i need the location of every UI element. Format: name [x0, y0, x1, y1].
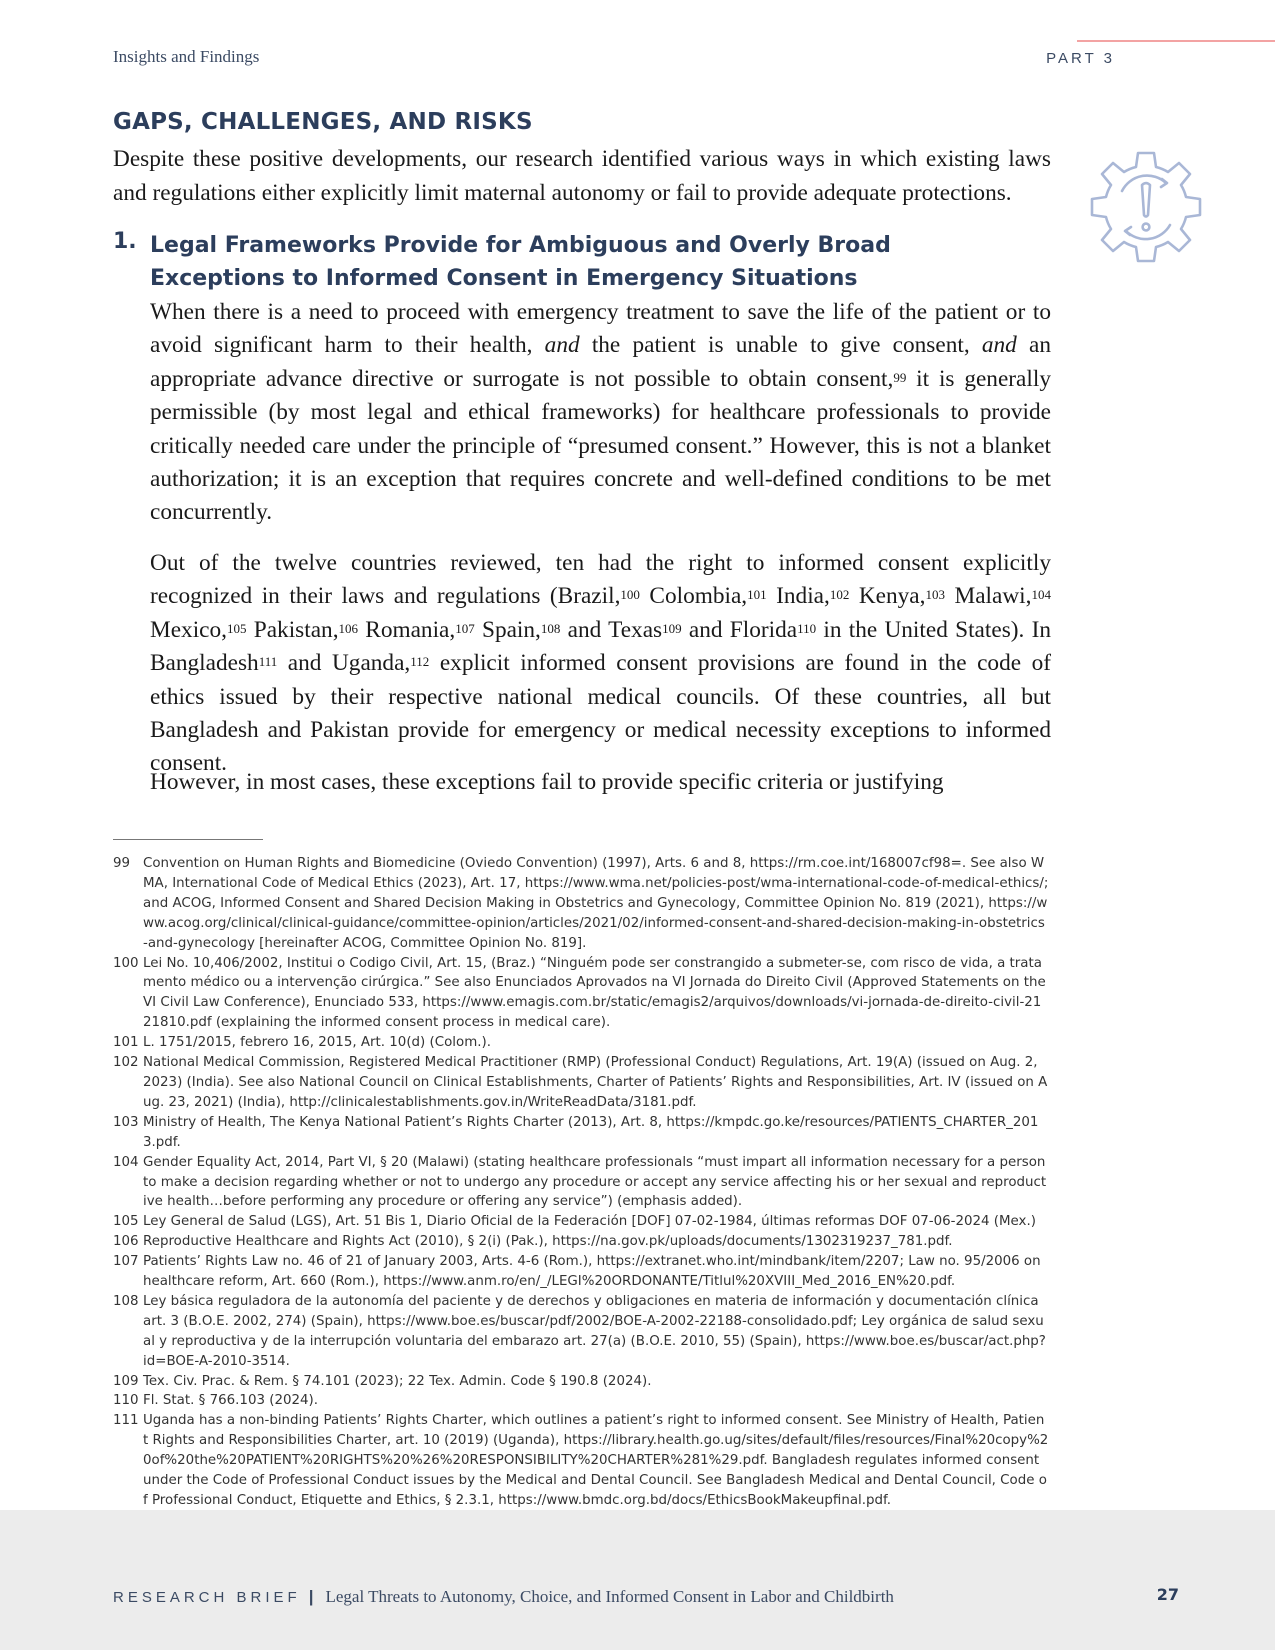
footnote-text: Convention on Human Rights and Biomedicine (Oviedo Convention) (1997), Arts. 6 and 8, https://rm.coe.int/168007cf98=. See also WMA, International Code of Medical Ethics (2023), Art. 17, https://www.wma.net/policies-post/wma-international-code-of-medical-ethics/; and ACOG, Informed Consent and Shared Decision Making in Obstetrics and Gynecology, Committee Opinion No. 819 (2021), https://www.acog.org/clinical/clinical-guidance/committee-opinion/articles/2021/02/informed-consent-and-shared-decision-making-in-obstetrics-and-gynecology [hereinafter ACOG, Committee Opinion No. 819]. [143, 856, 1049, 951]
footnote-text: Ley básica reguladora de la autonomía del paciente y de derechos y obligaciones en materia de información y documentación clínica art. 3 (B.O.E. 2002, 274) (Spain), https://www.boe.es/buscar/pdf/2002/BOE-A-2002-22188-consolidado.pdf; Ley orgánica de salud sexual y reproductiva y de la interrupción voluntaria del embarazo art. 27(a) (B.O.E. 2010, 55) (Spain), https://www.boe.es/buscar/act.php?id=BOE-A-2010-3514. [143, 1293, 1046, 1369]
running-header-part: PART 3 [1046, 50, 1115, 67]
footnote-number: 110 [113, 1393, 139, 1409]
footnote-text: Fl. Stat. § 766.103 (2024). [143, 1393, 319, 1409]
footnote-text: Tex. Civ. Prac. & Rem. § 74.101 (2023); 22 Tex. Admin. Code § 190.8 (2024). [143, 1373, 652, 1389]
footer-separator: | [308, 1587, 314, 1606]
footnote-ref[interactable]: 106 [338, 620, 359, 636]
footnote-text: National Medical Commission, Registered Medical Practitioner (RMP) (Professional Conduct) Regulations, Art. 19(A) (issued on Aug. 2, 2023) (India). See also National Council on Clinical Establishments, Charter of Patients’ Rights and Responsibilities, Art. IV (issued on Aug. 23, 2021) (India), http://clinicalestablishments.gov.in/WriteReadData/3181.pdf. [143, 1055, 1048, 1110]
section-intro: Despite these positive developments, our research identified various ways in which existing laws and regulations either explicitly limit maternal autonomy or fail to provide adequate protections. [113, 146, 1051, 206]
footnote-number: 101 [113, 1035, 139, 1051]
footnote-ref[interactable]: 100 [620, 587, 640, 603]
footnote-ref[interactable]: 101 [747, 587, 767, 603]
footnote-number: 106 [113, 1234, 139, 1250]
footnote-item [113, 854, 1049, 954]
footnote-number: 108 [113, 1293, 139, 1309]
footnote-number: 99 [113, 856, 131, 871]
footnote-text: Reproductive Healthcare and Rights Act (2010), § 2(i) (Pak.), https://na.gov.pk/uploads/documents/1302319237_781.pdf. [143, 1234, 953, 1250]
header-accent-rule [1077, 40, 1275, 42]
footnote-item [113, 1292, 1049, 1372]
footnote-text: Uganda has a non-binding Patients’ Rights Charter, which outlines a patient’s right to informed consent. See Ministry of Health, Patient Rights and Responsibilities Charter, art. 10 (2019) (Uganda), https://library.health.go.ug/sites/default/files/resources/Final%20copy%20of%20the%20PATIENT%20RIGHTS%20%26%20RESPONSIBILITY%20CHARTER%281%29.pdf. Bangladesh regulates informed consent under the Code of Professional Conduct issues by the Medical and Dental Council. See Bangladesh Medical and Dental Council, Code of Professional Conduct, Etiquette and Ethics, § 2.3.1, https://www.bmdc.org.bd/docs/EthicsBookMakeupfinal.pdf. [143, 1413, 1049, 1508]
footnote-number: 100 [113, 955, 139, 971]
footnote-item [113, 954, 1049, 1034]
footer-title: Legal Threats to Autonomy, Choice, and Informed Consent in Labor and Childbirth [325, 1587, 894, 1606]
footnote-ref[interactable]: 99 [893, 369, 907, 385]
footnote-item [113, 1113, 1049, 1153]
subsection-title: Legal Frameworks Provide for Ambiguous and Overly Broad Exceptions to Informed Consent in Emergency Situations [150, 233, 891, 291]
footnote-text: Patients’ Rights Law no. 46 of 21 of January 2003, Arts. 4-6 (Rom.), https://extranet.who.int/mindbank/item/2207; Law no. 95/2006 on healthcare reform, Art. 660 (Rom.), https://www.anm.ro/en/_/LEGI%20ORDONANTE/Titlul%20XVIII_Med_2016_EN%20.pdf. [143, 1254, 1041, 1290]
footnote-ref[interactable]: 103 [925, 587, 945, 603]
list-item-number: 1. [113, 229, 137, 254]
footnote-item [113, 1033, 1049, 1053]
footnote-ref[interactable]: 102 [829, 587, 850, 603]
footer-bar [0, 1510, 1275, 1650]
footnote-number: 102 [113, 1055, 139, 1071]
footnote-number: 107 [113, 1254, 139, 1270]
footnote-ref[interactable]: 107 [455, 620, 475, 636]
footnote-text: Ministry of Health, The Kenya National Patient’s Rights Charter (2013), Art. 8, https://kmpdc.go.ke/resources/PATIENTS_CHARTER_2013.pdf. [143, 1114, 1039, 1150]
page-number: 27 [1156, 1585, 1179, 1604]
footnote-divider [113, 839, 263, 840]
footnote-item [113, 1053, 1049, 1113]
footnote-number: 105 [113, 1214, 139, 1230]
footnote-item [113, 1232, 1049, 1252]
body-paragraph-3: However, in most cases, these exceptions fail to provide specific criteria or justifying [150, 769, 944, 795]
footnote-text: Ley General de Salud (LGS), Art. 51 Bis 1, Diario Oficial de la Federación [DOF] 07-02-1984, últimas reformas DOF 07-06-2024 (Mex.) [143, 1214, 1036, 1230]
footnote-number: 103 [113, 1114, 139, 1130]
footnote-item [113, 1411, 1049, 1511]
footer-running-title [113, 1587, 894, 1607]
body-paragraph-2: Out of the twelve countries reviewed, ten had the right to informed consent explicitly recognized in their laws and regulations (Brazil,$^{100}$ Colombia,$^{101}$ India,$^{102}$ Kenya,$^{103}$ Malawi,$^{104}$ Mexico,$^{105}$ Pakistan,$^{106}$ Romania,$^{107}$ Spain,$^{108}$ and Texas$^{109}$ and Florida$^{110}$ in the United States). In Bangladesh$^{111}$ and Uganda,$^{112}$ explicit informed consent provisions are found in the code of ethics issued by their respective national medical councils. Of these countries, all but Bangladesh and Pakistan provide for emergency or medical necessity exceptions to informed consent. [150, 550, 1052, 777]
footnote-ref[interactable]: 111 [258, 654, 278, 670]
footnote-ref[interactable]: 108 [540, 620, 561, 636]
footnote-text: L. 1751/2015, febrero 16, 2015, Art. 10(d) (Colom.). [143, 1035, 491, 1051]
footnote-text: Gender Equality Act, 2014, Part VI, § 20 (Malawi) (stating healthcare professionals “must impart all information necessary for a person to make a decision regarding whether or not to undergo any procedure or accept any service affecting his or her sexual and reproductive health…before performing any procedure or offering any service”) (emphasis added). [143, 1154, 1047, 1210]
footnote-ref[interactable]: 112 [410, 654, 430, 670]
footnote-ref[interactable]: 110 [797, 620, 817, 636]
footnotes-list [113, 854, 1049, 1551]
footnote-text: Lei No. 10,406/2002, Institui o Codigo Civil, Art. 15, (Braz.) “Ninguém pode ser constrangido a submeter-se, com risco de vida, a tratamento médico ou a intervenção cirúrgica.” See also Enunciados Aprovados na VI Jornada do Direito Civil (Approved Statements on the VI Civil Law Conference), Enunciado 533, https://www.emagis.com.br/static/emagis2/arquivos/downloads/vi-jornada-de-direito-civil-2121810.pdf (explaining the informed consent process in medical care). [143, 955, 1046, 1031]
footnote-ref[interactable]: 105 [227, 620, 247, 636]
footnote-item [113, 1153, 1049, 1213]
running-header-section: Insights and Findings [113, 47, 260, 66]
gear-warning-icon [1086, 147, 1206, 267]
footnote-item [113, 1372, 1049, 1392]
footnote-number: 104 [113, 1154, 139, 1170]
footnote-ref[interactable]: 109 [662, 620, 682, 636]
footnote-ref[interactable]: 104 [1031, 587, 1051, 603]
footnote-item [113, 1391, 1049, 1411]
body-paragraph-1: When there is a need to proceed with emergency treatment to save the life of the patient or to avoid significant harm to their health, and the patient is unable to give consent, and an appropriate advance directive or surrogate is not possible to obtain consent,$^{99}$ it is generally permissible (by most legal and ethical frameworks) for healthcare professionals to provide critically needed care under the principle of “presumed consent.” However, this is not a blanket authorization; it is an exception that requires concrete and well-defined conditions to be met concurrently. [150, 299, 1051, 526]
footnote-item [113, 1252, 1049, 1292]
footnote-item [113, 1212, 1049, 1232]
footnote-number: 111 [113, 1413, 139, 1429]
section-title: GAPS, CHALLENGES, AND RISKS [113, 109, 533, 135]
footnote-number: 109 [113, 1373, 139, 1389]
footer-brand: RESEARCH BRIEF [113, 1589, 301, 1606]
